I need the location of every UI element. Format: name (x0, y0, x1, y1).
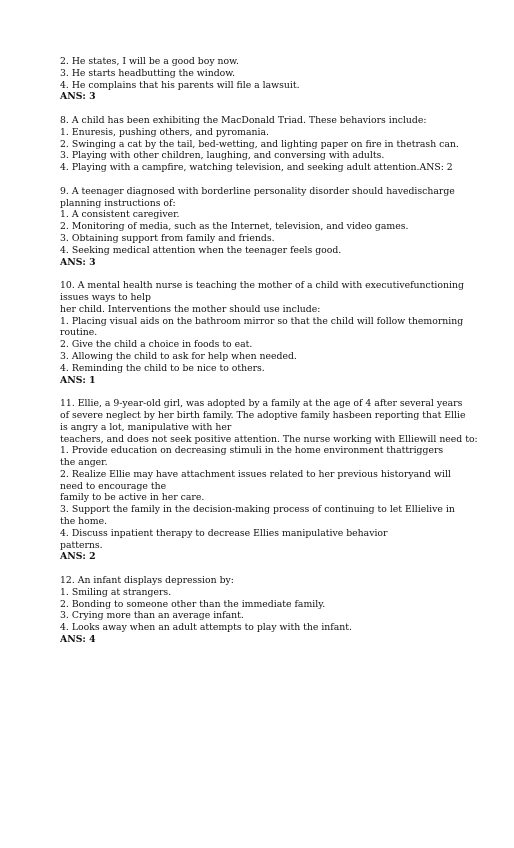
text-line: is angry a lot, manipulative with her (60, 421, 232, 433)
text-line: 9. A teenager diagnosed with borderline personality disorder should havedischarge (60, 185, 455, 197)
text-line: her child. Interventions the mother should use include: (60, 303, 321, 315)
answer-key: ANS: 2 (60, 551, 96, 563)
text-line: 2. Bonding to someone other than the immediate family. (60, 598, 326, 610)
text-line: 3. Playing with other children, laughing, and conversing with adults. (60, 150, 385, 162)
text-line: 4. Playing with a campfire, watching television, and seeking adult attention.ANS: 2 (60, 162, 453, 174)
text-line: 8. A child has been exhibiting the MacDonald Triad. These behaviors include: (60, 114, 427, 126)
text-line: 4. Seeking medical attention when the teenager feels good. (60, 244, 342, 256)
text-line: 1. Smiling at strangers. (60, 586, 172, 598)
answer-key: ANS: 3 (60, 256, 96, 268)
text-line: 3. Support the family in the decision-making process of continuing to let Ellielive in (60, 504, 455, 516)
question-block (60, 398, 478, 563)
text-line: 2. Monitoring of media, such as the Internet, television, and video games. (60, 221, 409, 233)
text-line: 2. Realize Ellie may have attachment issues related to her previous historyand will (60, 468, 451, 480)
text-line: 1. Placing visual aids on the bathroom mirror so that the child will follow themorning (60, 315, 464, 327)
text-line: 2. He states, I will be a good boy now. (60, 56, 239, 67)
text-line: 1. Provide education on decreasing stimuli in the home environment thattriggers (60, 445, 444, 457)
text-line: patterns. (60, 539, 103, 551)
text-line: 4. Discuss inpatient therapy to decrease Ellies manipulative behavior (60, 527, 388, 539)
text-line: family to be active in her care. (60, 492, 205, 504)
text-line: 2. Give the child a choice in foods to eat. (60, 339, 253, 351)
text-line: 12. An infant displays depression by: (60, 575, 234, 587)
text-line: of severe neglect by her birth family. The adoptive family hasbeen reporting that Ellie (60, 409, 466, 421)
text-line: 3. Allowing the child to ask for help when needed. (60, 350, 297, 362)
text-line: 4. Reminding the child to be nice to others. (60, 362, 265, 374)
text-line: 10. A mental health nurse is teaching the mother of a child with executivefunctioning (60, 280, 464, 292)
question-block (60, 280, 470, 386)
text-line: planning instructions of: (60, 197, 176, 209)
answer-key: ANS: 3 (60, 91, 96, 103)
question-block (60, 575, 470, 646)
paragraph-gap (60, 174, 470, 186)
text-line: the home. (60, 516, 108, 528)
text-line: 3. Crying more than an average infant. (60, 610, 244, 622)
paragraph-gap (60, 563, 470, 575)
text-line: need to encourage the (60, 480, 167, 492)
text-line: issues ways to help (60, 291, 151, 303)
document-page (60, 56, 478, 646)
answer-key: ANS: 4 (60, 634, 96, 646)
text-line: 4. He complains that his parents will file a lawsuit. (60, 79, 300, 91)
question-block (60, 186, 470, 269)
text-line: 1. Enuresis, pushing others, and pyromania. (60, 126, 269, 138)
text-line: 11. Ellie, a 9-year-old girl, was adopted by a family at the age of 4 after several years (60, 398, 463, 410)
text-line: the anger. (60, 457, 108, 469)
answer-key: ANS: 1 (60, 374, 96, 386)
text-line: teachers, and does not seek positive attention. The nurse working with Elliewill need to: (60, 433, 478, 445)
text-line: routine. (60, 327, 98, 339)
paragraph-gap (60, 103, 470, 115)
text-line: 2. Swinging a cat by the tail, bed-wetting, and lighting paper on fire in thetrash can. (60, 138, 459, 150)
text-line: 1. A consistent caregiver. (60, 209, 180, 221)
question-block (60, 115, 470, 174)
paragraph-gap (60, 268, 470, 280)
text-line: 4. Looks away when an adult attempts to play with the infant. (60, 622, 352, 634)
paragraph-gap (60, 386, 470, 398)
text-line: 3. Obtaining support from family and friends. (60, 232, 275, 244)
question-block (60, 56, 470, 103)
text-line: 3. He starts headbutting the window. (60, 67, 236, 79)
